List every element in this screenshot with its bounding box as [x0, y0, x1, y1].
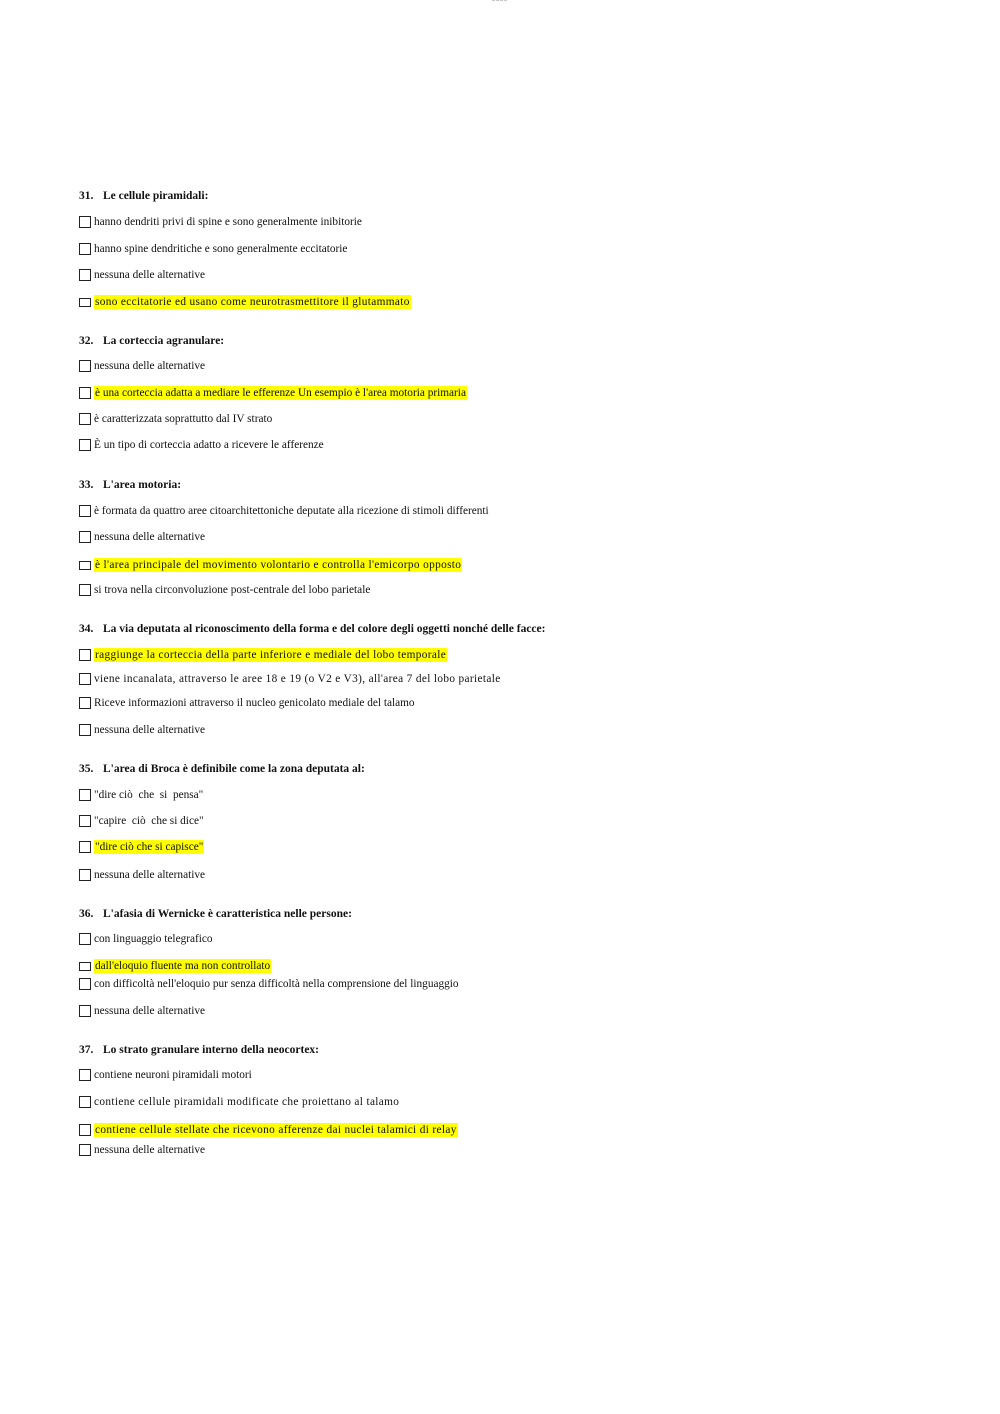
checkbox[interactable]: [79, 269, 91, 281]
checkbox[interactable]: [79, 413, 91, 425]
checkbox[interactable]: [79, 1096, 91, 1108]
checkbox[interactable]: [79, 673, 91, 685]
checkbox[interactable]: [79, 649, 91, 661]
question-36-option-1[interactable]: [79, 931, 213, 947]
option-label: nessuna delle alternative: [94, 269, 206, 281]
question-text: La corteccia agranulare:: [103, 335, 225, 347]
question-34-title: [79, 623, 545, 635]
checkbox[interactable]: [79, 724, 91, 736]
option-label-highlighted: è una corteccia adatta a mediare le efferenze Un esempio è l'area motoria primaria: [95, 387, 466, 399]
question-37-option-3[interactable]: [79, 1122, 458, 1138]
checkbox[interactable]: [79, 1144, 91, 1156]
option-label: nessuna delle alternative: [94, 869, 206, 881]
checkbox[interactable]: [79, 243, 91, 255]
checkbox[interactable]: [79, 1005, 91, 1017]
question-33-option-4[interactable]: [79, 582, 370, 598]
question-37-option-2[interactable]: [79, 1094, 399, 1110]
option-label: nessuna delle alternative: [94, 531, 206, 543]
question-number: 36.: [79, 908, 94, 920]
option-label: nessuna delle alternative: [94, 724, 206, 736]
question-33-title: [79, 479, 181, 491]
option-label: "capire ciò che si dice": [94, 815, 204, 827]
option-label: contiene neuroni piramidali motori: [94, 1069, 252, 1081]
checkbox[interactable]: [79, 841, 91, 853]
checkbox[interactable]: [79, 978, 91, 990]
question-number: 32.: [79, 335, 94, 347]
option-label: È un tipo di corteccia adatto a ricevere le afferenze: [94, 439, 324, 451]
question-35-option-1[interactable]: [79, 787, 203, 803]
option-label: hanno spine dendritiche e sono generalmente eccitatorie: [94, 243, 348, 255]
checkbox[interactable]: [79, 789, 91, 801]
question-text: Lo strato granulare interno della neocortex:: [103, 1044, 320, 1056]
question-31-option-4[interactable]: [79, 294, 411, 310]
question-37-option-1[interactable]: [79, 1067, 252, 1083]
question-35-option-3[interactable]: [79, 839, 204, 855]
option-label-highlighted: contiene cellule stellate che ricevono afferenze dai nuclei talamici di relay: [95, 1124, 457, 1136]
question-text: L'afasia di Wernicke è caratteristica nelle persone:: [103, 908, 352, 920]
question-31-option-2[interactable]: [79, 241, 347, 257]
option-label: "dire ciò che si pensa": [94, 789, 204, 801]
question-34-option-2[interactable]: [79, 671, 501, 687]
checkbox[interactable]: [79, 962, 91, 971]
question-text: L'area di Broca è definibile come la zona deputata al:: [103, 763, 365, 775]
question-36-option-2[interactable]: [79, 958, 271, 974]
checkbox[interactable]: [79, 697, 91, 709]
question-37-title: [79, 1044, 319, 1056]
checkbox[interactable]: [79, 298, 91, 307]
question-number: 37.: [79, 1044, 94, 1056]
question-number: 35.: [79, 763, 94, 775]
question-35-option-4[interactable]: [79, 867, 205, 883]
question-36-option-3[interactable]: [79, 976, 459, 992]
checkbox[interactable]: [79, 815, 91, 827]
question-36-option-4[interactable]: [79, 1003, 205, 1019]
option-label: hanno dendriti privi di spine e sono generalmente inibitorie: [94, 216, 362, 228]
question-37-option-4[interactable]: [79, 1142, 205, 1158]
question-34-option-4[interactable]: [79, 722, 205, 738]
checkbox[interactable]: [79, 869, 91, 881]
option-label-highlighted: sono eccitatorie ed usano come neurotrasmettitore il glutammato: [95, 296, 410, 308]
question-34-option-3[interactable]: [79, 695, 415, 711]
option-label: è caratterizzata soprattutto dal IV strato: [94, 413, 273, 425]
option-label: contiene cellule piramidali modificate che proiettano al talamo: [94, 1096, 400, 1108]
checkbox[interactable]: [79, 933, 91, 945]
question-34-option-1[interactable]: [79, 647, 447, 663]
question-32-option-2[interactable]: [79, 385, 467, 401]
question-32-title: [79, 335, 224, 347]
question-31-option-3[interactable]: [79, 267, 205, 283]
checkbox[interactable]: [79, 387, 91, 399]
option-label: con linguaggio telegrafico: [94, 933, 213, 945]
question-33-option-2[interactable]: [79, 529, 205, 545]
checkbox[interactable]: [79, 561, 91, 570]
question-33-option-3[interactable]: [79, 557, 462, 573]
checkbox[interactable]: [79, 505, 91, 517]
checkbox[interactable]: [79, 584, 91, 596]
question-32-option-3[interactable]: [79, 411, 272, 427]
option-label: con difficoltà nell'eloquio pur senza difficoltà nella comprensione del linguaggio: [94, 978, 459, 990]
checkbox[interactable]: [79, 360, 91, 372]
option-label: nessuna delle alternative: [94, 1005, 206, 1017]
checkbox[interactable]: [79, 531, 91, 543]
checkbox[interactable]: [79, 1124, 91, 1136]
option-label-highlighted: dall'eloquio fluente ma non controllato: [95, 960, 271, 972]
quiz-page: [79, 0, 959, 1414]
checkbox[interactable]: [79, 1069, 91, 1081]
question-text: Le cellule piramidali:: [103, 190, 209, 202]
question-number: 34.: [79, 623, 94, 635]
checkbox[interactable]: [79, 439, 91, 451]
question-number: 33.: [79, 479, 94, 491]
option-label-highlighted: è l'area principale del movimento volontario e controlla l'emicorpo opposto: [95, 559, 462, 571]
option-label-highlighted: raggiunge la corteccia della parte inferiore e mediale del lobo temporale: [95, 649, 447, 661]
option-label: viene incanalata, attraverso le aree 18 e 19 (o V2 e V3), all'area 7 del lobo parietale: [94, 673, 501, 685]
checkbox[interactable]: [79, 216, 91, 228]
option-label: nessuna delle alternative: [94, 360, 206, 372]
option-label: si trova nella circonvoluzione post-centrale del lobo parietale: [94, 584, 371, 596]
question-35-option-2[interactable]: [79, 813, 204, 829]
question-35-title: [79, 763, 365, 775]
question-36-title: [79, 908, 352, 920]
question-31-option-1[interactable]: [79, 214, 362, 230]
question-32-option-4[interactable]: [79, 437, 324, 453]
question-text: L'area motoria:: [103, 479, 182, 491]
question-text: La via deputata al riconoscimento della forma e del colore degli oggetti nonché delle facce:: [103, 623, 546, 635]
question-31-title: [79, 190, 208, 202]
option-label: Riceve informazioni attraverso il nucleo genicolato mediale del talamo: [94, 697, 415, 709]
question-32-option-1[interactable]: [79, 358, 205, 374]
question-number: 31.: [79, 190, 94, 202]
option-label: nessuna delle alternative: [94, 1144, 206, 1156]
option-label-highlighted: "dire ciò che si capisce": [95, 841, 204, 853]
question-33-option-1[interactable]: [79, 503, 489, 519]
option-label: è formata da quattro aree citoarchitettoniche deputate alla ricezione di stimoli differenti: [94, 505, 489, 517]
